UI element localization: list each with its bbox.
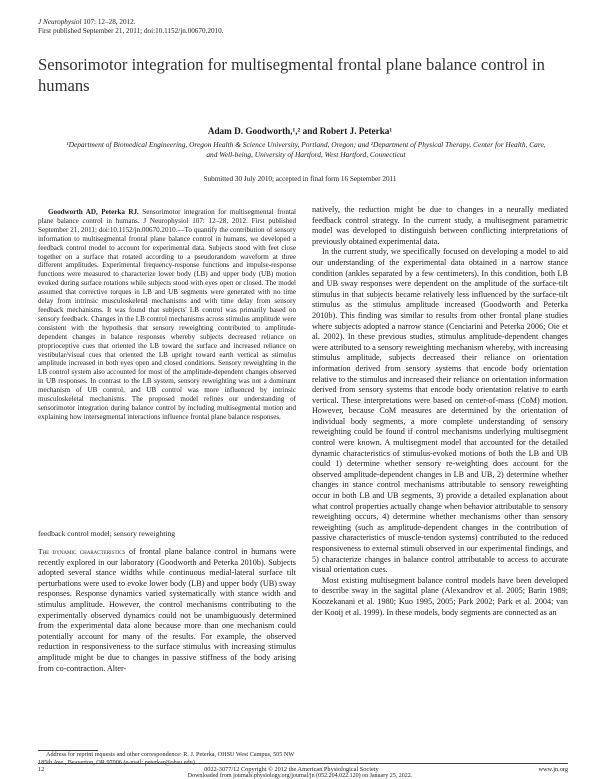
journal-site-link[interactable]: www.jn.org xyxy=(538,766,568,773)
abstract xyxy=(38,208,296,422)
intro-left-paragraph xyxy=(38,547,296,674)
footnote: Address for reprint requests and other correspondence: R. J. Peterka, OHSU West Campus, 505 NW 185th Ave., Beaverton, OR 97006 (e-mail: peterkar@ohsu.edu). xyxy=(38,751,295,766)
journal-citation: 107: 12–28, 2012. xyxy=(83,18,136,26)
footer xyxy=(38,766,568,773)
intro-left-text: of frontal plane balance control in humans were recently explored in our laboratory (Goodworth and Peterka 2010b). Subjects adopted several stance widths while continuous medial-lateral surface tilt perturbations were used to evoke lower body (LB) and upper body (UB) sway responses. Response dynamics varied systematically with stance width and stimulus amplitude. However, the control mechanisms contributing to the experimentally observed dynamics could not be unambiguously determined from the experimental data alone because more than one mechanism could potentially account for many of the results. For example, the observed reduction in responsiveness to the surface stimulus with increasing stimulus amplitude might be due to changes in passive stiffness of the body arising from co-contraction. Alter- xyxy=(38,547,297,673)
footer-rule xyxy=(38,763,568,764)
page-number: 12 xyxy=(38,766,45,773)
abstract-authors: Goodworth AD, Peterka RJ. xyxy=(48,208,139,216)
submission-dates: Submitted 30 July 2010; accepted in final form 16 September 2011 xyxy=(203,175,397,183)
keywords: feedback control model; sensory reweighting xyxy=(38,529,176,538)
download-notice: Downloaded from journals.physiology.org/journal/jn (052.204.022.120) on January 25, 2022. xyxy=(187,773,413,779)
intro-lead: The dynamic characteristics xyxy=(38,547,126,556)
authors: Adam D. Goodworth,¹,² and Robert J. Peterka¹ xyxy=(207,126,393,136)
publication-info: First published September 21, 2011; doi:10.1152/jn.00670.2010. xyxy=(38,27,224,35)
right-paragraph: natively, the reduction might be due to changes in a neurally mediated feedback control strategy. In the current study, a multisegment parametric model was developed to distinguish between conflicting interpretations of previously obtained experimental data. xyxy=(312,205,568,246)
copyright: 0022-3077/12 Copyright © 2012 the American Physiological Society xyxy=(204,766,379,773)
right-paragraph: In the current study, we specifically focused on developing a model to aid our understanding of the experimental data obtained in a narrow stance condition (ankles separated by a few centimeters). In this condition, both LB and UB sway responses were dependent on the amplitude of the surface-tilt stimulus in that subjects became relatively less influenced by the surface-tilt stimulus as the stimulus amplitude increased (Goodworth and Peterka 2010b). This finding was similar to results from other frontal plane studies where subjects adopted a narrow stance (Cenciarini and Peterka 2006; Oie et al. 2002). In these previous studies, stimulus amplitude-dependent changes were attributed to a sensory reweighting mechanism whereby, with increasing stimulus amplitude, subjects decreased their reliance on orientation information derived from sensory systems that encode body orientation relative to the stimulus and increased their reliance on orientation information derived from sensory systems that encode body orientation relative to earth vertical. These interpretations were based on center-of-mass (CoM) motion. However, because CoM measures are determined by the orientation of individual body segments, a more complete understanding of sensory reweighting could be found if control mechanisms underlying multisegment control were known. A multisegment model that accounted for the detailed dynamic characteristics of stimulus-evoked motions of both the LB and UB could 1) determine whether sensory re-weighting does account for the observed amplitude-dependent changes in LB and UB, 2) determine whether changes in stance control mechanisms attributable to sensory reweighting occur in both LB and UB segments, 3) provide a detailed explanation about what control properties actually change when behavior attributable to sensory reweighting occurs, 4) determine whether mechanisms other than sensory reweighting (such as amplitude-dependent changes in the contribution of passive characteristics of muscle-tendon systems) contributed to the reduced responsiveness to external stimuli observed in our experimental findings, and 5) characterize changes in balance control attributable to access to accurate visual orientation cues. xyxy=(312,247,568,575)
right-paragraph: Most existing multisegment balance control models have been developed to describe sway in the sagittal plane (Alexandrov et al. 2005; Barin 1989; Koozekanani et al. 1980; Kuo 1995, 2005; Park 2002; Park et al. 2004; van der Kooij et al. 1999). In these models, body segments are connected as an xyxy=(312,575,568,617)
affiliations: ¹Department of Biomedical Engineering, Oregon Health & Science University, Portland, Oregon; and ²Department of Physical Therapy, Center for Health, Care, and Well-being, University of Hartford, West Hartford, Connecticut xyxy=(66,140,546,159)
journal-name: J Neurophysiol xyxy=(38,18,82,26)
paper-title: Sensorimotor integration for multisegmental frontal plane balance control in humans xyxy=(38,55,545,95)
abstract-text: Sensorimotor integration for multisegmental frontal plane balance control in humans. J Neurophysiol 107: 12–28, 2012. First published September 21, 2011; doi:10.1152/jn.00670.2010.—To quantify the contribution of sensory information to multisegmental frontal plane balance control in humans, we developed a feedback control model to account for experimental data. Subjects stood with feet close together on a surface that rotated according to a pseudorandom waveform at three different amplitudes. Experimental frequency-response functions and impulse-response functions were measured to characterize lower body (LB) and upper body (UB) motion evoked during surface rotations while subjects stood with eyes open or closed. The model assumed that corrective torques in LB and UB segments were generated with no time delay from intrinsic musculoskeletal mechanisms and with time delay from sensory feedback mechanisms. It was found that subjects' LB control was primarily based on sensory feedback. Changes in the LB control mechanisms across stimulus amplitude were consistent with the hypothesis that sensory reweighting contributed to amplitude-dependent changes in balance responses whereby subjects decreased reliance on proprioceptive cues that oriented the LB toward the surface and increased reliance on vestibular/visual cues that oriented the LB upright toward earth vertical as stimulus amplitude increased in both eyes open and closed conditions. Sensory reweighting in the LB control system also accounted for most of the amplitude-dependent changes observed in UB responses. In contrast to the LB system, sensory reweighting was not a dominant mechanism of UB control, and UB control was more influenced by intrinsic musculoskeletal mechanisms. The proposed model refines our understanding of sensorimotor integration during balance control by including multisegmental motion and explaining how intersegmental interactions influence frontal plane balance responses. xyxy=(38,208,296,421)
journal-header xyxy=(38,18,224,36)
right-column xyxy=(312,205,568,618)
